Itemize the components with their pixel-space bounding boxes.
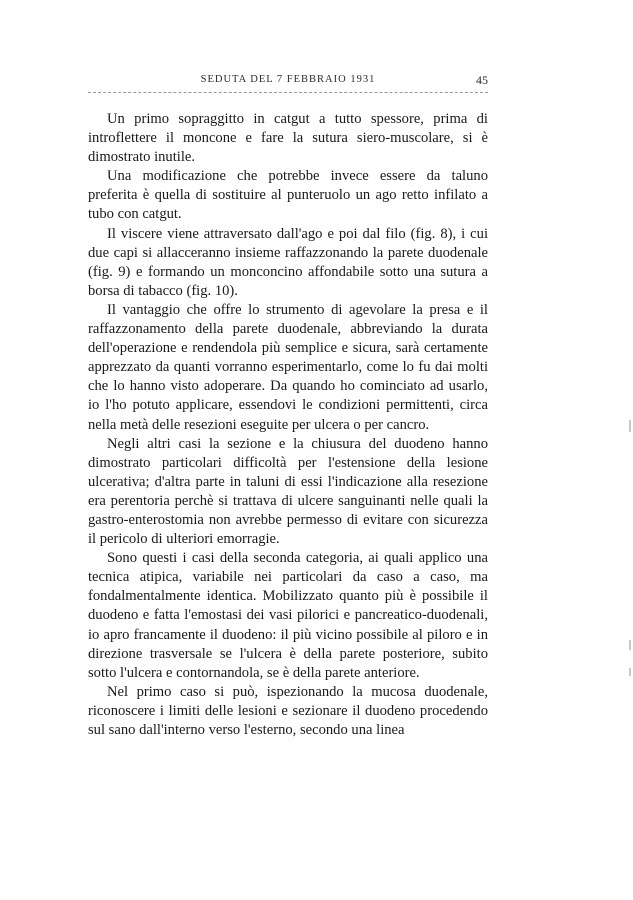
paragraph: Una modificazione che potrebbe invece essere da taluno preferita è quella di sostituire al punteruolo un ago retto infilato a tubo con catgut. — [88, 168, 488, 223]
paragraph: Il viscere viene attraversato dall'ago e poi dal filo (fig. 8), i cui due capi si allacceranno insieme raffazzonando la parete duodenale (fig. 9) e formando un monconcino affondabile sotto una sutura a borsa di tabacco (fig. 10). — [88, 225, 488, 299]
running-title: SEDUTA DEL 7 FEBBRAIO 1931 — [200, 74, 376, 85]
body-text — [88, 110, 488, 740]
scan-edge-mark — [629, 640, 631, 650]
paragraph: Negli altri casi la sezione e la chiusura del duodeno hanno dimostrato particolari difficoltà per l'estensione della lesione ulcerativa; d'altra parte in taluni di essi l'indicazione alla resezione era perentoria perchè si trattava di ulcere sanguinanti nelle quali la gastro-enterostomia non avrebbe permesso di evitare con sicurezza il pericolo di ulteriori emorragie. — [88, 435, 488, 548]
paragraph: Il vantaggio che offre lo strumento di agevolare la presa e il raffazzonamento della parete duodenale, abbreviando la durata dell'operazione e rendendola più semplice e sicura, sarà certamente apprezzato da quanti vorranno esperimentarlo, come lo fu dai molti che lo hanno visto adoperare. Da quando ho cominciato ad usarlo, io l'ho potuto applicare, essendovi le condizioni permittenti, circa nella metà delle resezioni eseguite per ulcera o per cancro. — [88, 301, 488, 433]
paragraph: Nel primo caso si può, ispezionando la mucosa duodenale, riconoscere i limiti delle lesioni e sezionare il duodeno procedendo sul sano dall'interno verso l'esterno, secondo una linea — [88, 683, 488, 738]
page-number: 45 — [476, 73, 488, 87]
header-divider — [88, 92, 488, 93]
scan-edge-mark — [629, 668, 631, 676]
paragraph: Un primo sopraggitto in catgut a tutto spessore, prima di introflettere il moncone e fare la sutura siero-muscolare, si è dimostrato inutile. — [88, 111, 488, 166]
running-header — [88, 74, 488, 96]
paragraph: Sono questi i casi della seconda categoria, ai quali applico una tecnica atipica, variabile nei particolari da caso a caso, ma fondalmentalmente identica. Mobilizzato quanto più è possibile il duodeno e fatta l'emostasi dei vasi pilorici e pancreatico-duodenali, io apro francamente il duodeno: il più vicino possibile al piloro e in direzione trasversale se l'ulcera è della parete posteriore, subito sotto l'ulcera e contornandola, se è della parete anteriore. — [88, 550, 488, 681]
scan-edge-mark — [629, 420, 631, 432]
